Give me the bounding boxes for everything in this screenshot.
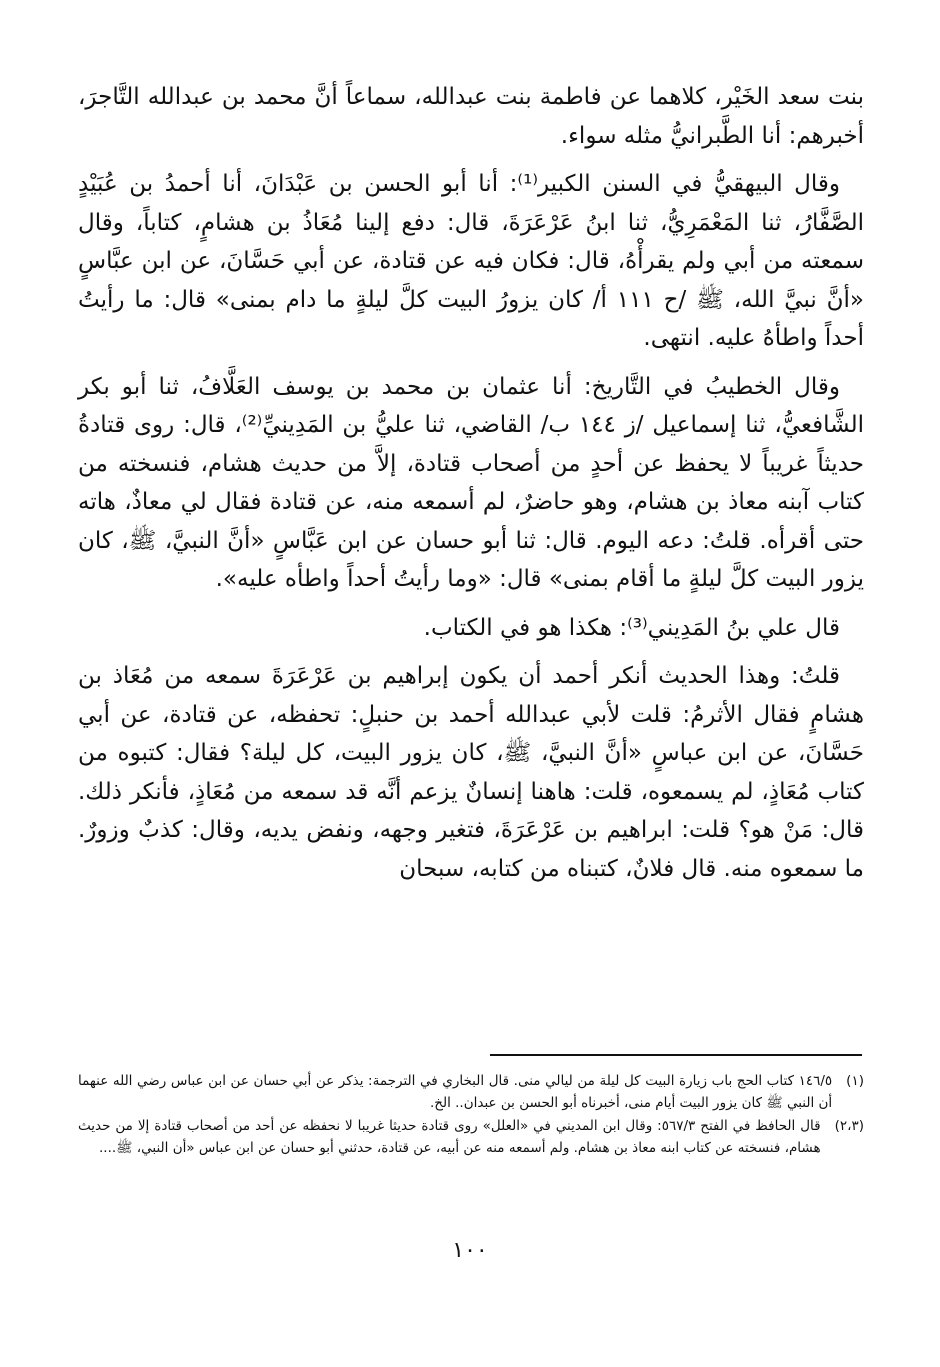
paragraph-4: قال علي بنُ المَدِيني⁽³⁾: هكذا هو في الكتاب. (423, 614, 840, 641)
paragraph-5: قلتُ: وهذا الحديث أنكر أحمد أن يكون إبراهيم بن عَرْعَرَةَ سمعه من مُعَاذ بن هشامٍ فقال الأثرمُ: قلت لأبي عبدالله أحمد بن حنبلٍ: تحفظه، عن قتادة، عن أبي حَسَّانَ، عن ابن عباسٍ «أنَّ النبيَّ، ﷺ، كان يزور البيت، كل ليلة؟ فقال: كتبوه من كتاب مُعَاذٍ، لم يسمعوه، قلت: هاهنا إنسانٌ يزعم أنَّه قد سمعه من مُعَاذٍ، فأنكر ذلك. قال: مَنْ هو؟ قلت: ابراهيم بن عَرْعَرَةَ، فتغير وجهه، ونفض يديه، وقال: كذبٌ وزورٌ. ما سمعوه منه. قال فلانٌ، كتبناه من كتابه، سبحان (78, 663, 864, 882)
footnote-2 (78, 1115, 864, 1159)
footnote-number: (٢،٣) (834, 1118, 864, 1134)
paragraph-3: وقال الخطيبُ في التَّاريخ: أنا عثمان بن محمد بن يوسف العَلَّافُ، ثنا أبو بكر الشَّافعيُّ، ثنا إسماعيل /ز ١٤٤ ب/ القاضي، ثنا عليُّ بن المَدِينيِّ⁽²⁾، قال: روى قتادةُ حديثاً غريباً لا يحفظ عن أحدٍ من أصحاب قتادة، إلاَّ من حديث هشام، فنسخته من كتاب آبنه معاذ بن هشام، وهو حاضرٌ، لم أسمعه منه، عن قتادة فقال لي معاذٌ، هاته حتى أقرأه. قلتُ: دعه اليوم. قال: ثنا أبو حسان عن ابن عَبَّاسٍ «أنَّ النبيَّ، ﷺ، كان يزور البيت كلَّ ليلةٍ ما أقام بمنى» قال: «وما رأيتُ أحداً واطأه عليه». (78, 373, 865, 592)
footnote-text: قال الحافظ في الفتح ٥٦٧/٣: وقال ابن المديني في «العلل» روى قتادة حديثا غريبا لا نحفظه عن أحد من أصحاب قتادة إلا من حديث هشام، فنسخته عن كتاب ابنه معاذ بن هشام. ولم أسمعه منه عن أبيه، عن قتادة، حدثني أبو حسان عن ابن عباس «أن النبي، ﷺ.... (78, 1118, 821, 1156)
page-body (78, 78, 864, 898)
footnote-divider (490, 1054, 862, 1056)
main-text (78, 78, 864, 888)
footnote-number: (١) (846, 1073, 864, 1089)
footnote-1 (78, 1070, 864, 1114)
footnotes (78, 1070, 864, 1160)
footnote-text: ١٤٦/٥ كتاب الحج باب زيارة البيت كل ليلة من ليالي منى. قال البخاري في الترجمة: يذكر عن أبي حسان عن ابن عباس رضي الله عنهما أن النبي ﷺ كان يزور البيت أيام منى، أخبرناه أبو الحسن بن عبدان.. الخ. (78, 1073, 833, 1111)
page-number: ١٠٠ (452, 1238, 488, 1263)
paragraph-2: وقال البيهقيُّ في السنن الكبير⁽¹⁾: أنا أبو الحسن بن عَبْدَانَ، أنا أحمدُ بن عُبَيْدٍ الصَّفَّارُ، ثنا المَعْمَرِيُّ، ثنا ابنُ عَرْعَرَةَ، قال: دفع إلينا مُعَاذُ بن هشامٍ، كتاباً، وقال سمعته من أبي ولم يقرأْهُ، قال: فكان فيه عن قتادة، عن أبي حَسَّانَ، عن ابن عبَّاسٍ «أنَّ نبيَّ الله، ﷺ /ح ١١١ أ/ كان يزورُ البيت كلَّ ليلةٍ ما دام بمنى» قال: ما رأيتُ أحداً واطأهُ عليه. انتهى. (78, 171, 864, 351)
paragraph-1: بنت سعد الخَيْر، كلاهما عن فاطمة بنت عبدالله، سماعاً أنَّ محمد بن عبدالله التَّاجرَ، أخبرهم: أنا الطَّبرانيُّ مثله سواء. (78, 84, 864, 149)
